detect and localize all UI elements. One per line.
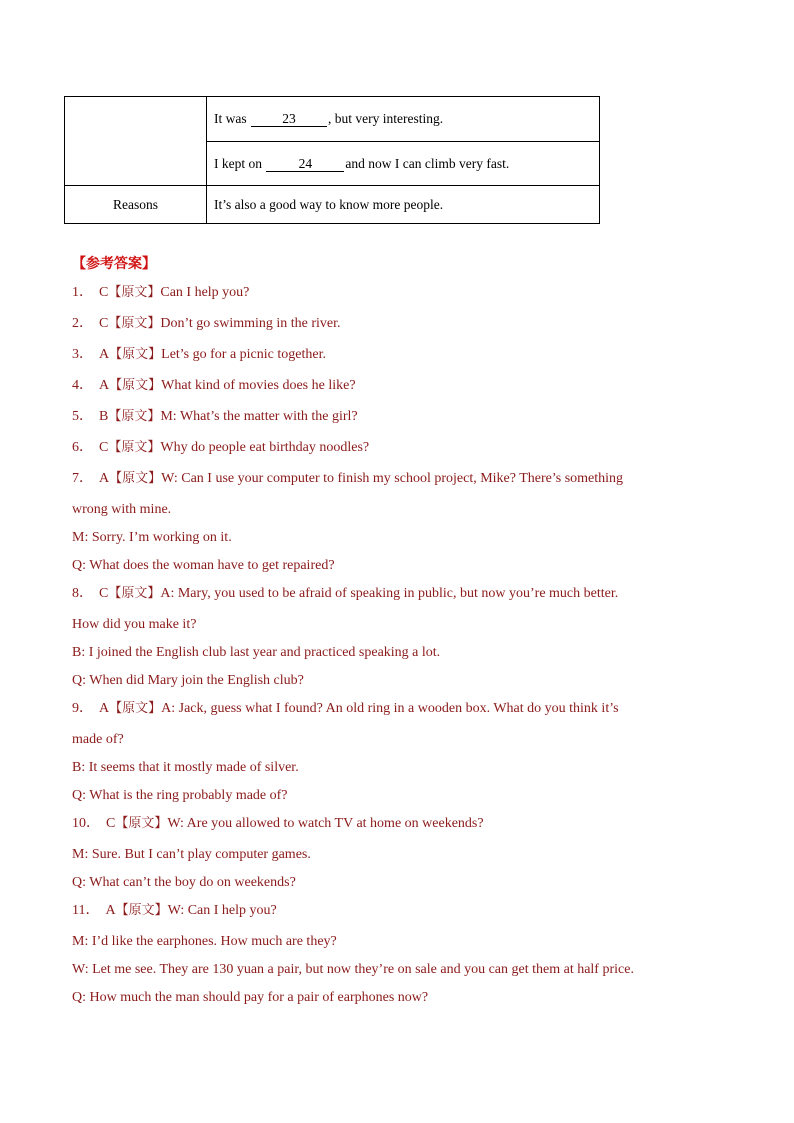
transcript-line: wrong with mine. xyxy=(72,502,172,517)
answer-item xyxy=(72,403,732,434)
answer-item xyxy=(72,465,732,496)
transcript-text: A: Mary, you used to be afraid of speaking in public, but now you’re much better. xyxy=(160,586,619,601)
blank-24: 24 xyxy=(266,157,344,172)
table-row xyxy=(65,97,600,142)
transcript-line: Q: How much the man should pay for a pair of earphones now? xyxy=(72,990,429,1005)
source-tag: 【原文】 xyxy=(109,378,162,393)
transcript-text: Let’s go for a picnic together. xyxy=(161,347,326,362)
transcript-text: A: Jack, guess what I found? An old ring in a wooden box. What do you think it’s xyxy=(161,701,619,716)
transcript-line: B: I joined the English club last year and practiced speaking a lot. xyxy=(72,645,441,660)
answer-item xyxy=(72,580,732,611)
answer-choice: A xyxy=(99,378,110,393)
transcript-text: W: Can I help you? xyxy=(167,903,277,918)
source-tag: 【原文】 xyxy=(108,409,161,424)
source-tag: 【原文】 xyxy=(109,471,162,486)
source-tag: 【原文】 xyxy=(109,347,162,362)
answer-choice: C xyxy=(99,440,109,455)
answer-number: 7． xyxy=(72,471,93,486)
transcript-text: W: Can I use your computer to finish my school project, Mike? There’s something xyxy=(161,471,624,486)
answer-item xyxy=(72,434,732,465)
source-tag: 【原文】 xyxy=(108,316,161,331)
transcript-line: How did you make it? xyxy=(72,617,197,632)
transcript-line: Q: What does the woman have to get repaired? xyxy=(72,558,335,573)
reasons-label: Reasons xyxy=(65,186,207,224)
answer-item xyxy=(72,695,732,726)
transcript-line: Q: What can’t the boy do on weekends? xyxy=(72,875,296,890)
cell-text: and now I can climb very fast. xyxy=(345,155,510,171)
answer-number: 5． xyxy=(72,409,93,424)
answer-item xyxy=(72,810,732,841)
transcript-line: M: Sure. But I can’t play computer games. xyxy=(72,847,311,862)
answer-number: 11． xyxy=(72,903,100,918)
answer-item xyxy=(72,372,732,403)
reasons-text: It’s also a good way to know more people. xyxy=(207,186,600,224)
answer-heading: 【参考答案】 xyxy=(72,256,156,272)
transcript-text: M: What’s the matter with the girl? xyxy=(160,409,358,424)
transcript-line: M: Sorry. I’m working on it. xyxy=(72,530,232,545)
transcript-text: Don’t go swimming in the river. xyxy=(160,316,341,331)
answer-choice: C xyxy=(99,285,109,300)
transcript-text: Can I help you? xyxy=(160,285,250,300)
answer-number: 1． xyxy=(72,285,93,300)
source-tag: 【原文】 xyxy=(109,701,162,716)
transcript-text: Why do people eat birthday noodles? xyxy=(160,440,370,455)
answer-item xyxy=(72,279,732,310)
answer-choice: C xyxy=(99,586,109,601)
transcript-line: W: Let me see. They are 130 yuan a pair, but now they’re on sale and you can get them at half price. xyxy=(72,962,634,977)
answer-choice: A xyxy=(99,471,110,486)
transcript-line: made of? xyxy=(72,732,124,747)
answer-item xyxy=(72,310,732,341)
cell-text: It was xyxy=(214,111,250,126)
answer-choice: B xyxy=(99,409,109,424)
source-tag: 【原文】 xyxy=(108,586,161,601)
transcript-text: What kind of movies does he like? xyxy=(161,378,356,393)
answer-item xyxy=(72,341,732,372)
transcript-line: B: It seems that it mostly made of silver. xyxy=(72,760,299,775)
answer-number: 3． xyxy=(72,347,93,362)
transcript-text: W: Are you allowed to watch TV at home on weekends? xyxy=(167,816,484,831)
answer-number: 8． xyxy=(72,586,93,601)
answer-number: 2． xyxy=(72,316,93,331)
answer-table xyxy=(64,96,600,224)
answer-number: 9． xyxy=(72,701,93,716)
blank-23: 23 xyxy=(251,112,327,127)
table-label-cell xyxy=(65,97,207,186)
transcript-line: M: I’d like the earphones. How much are they? xyxy=(72,934,337,949)
source-tag: 【原文】 xyxy=(115,903,168,918)
answer-item xyxy=(72,897,732,928)
answer-choice: A xyxy=(105,903,116,918)
answer-choice: A xyxy=(99,701,110,716)
source-tag: 【原文】 xyxy=(115,816,168,831)
table-cell xyxy=(207,97,600,142)
answer-choice: C xyxy=(106,816,116,831)
transcript-line: Q: When did Mary join the English club? xyxy=(72,673,304,688)
table-cell xyxy=(207,142,600,186)
cell-text: , but very interesting. xyxy=(328,111,444,126)
answer-number: 10． xyxy=(72,816,100,831)
source-tag: 【原文】 xyxy=(108,285,161,300)
source-tag: 【原文】 xyxy=(108,440,161,455)
answer-number: 4． xyxy=(72,378,93,393)
answer-choice: C xyxy=(99,316,109,331)
answer-choice: A xyxy=(99,347,110,362)
answer-number: 6． xyxy=(72,440,93,455)
cell-text: I kept on xyxy=(214,155,266,171)
answer-key xyxy=(72,249,732,1012)
table-row xyxy=(65,186,600,224)
transcript-line: Q: What is the ring probably made of? xyxy=(72,788,288,803)
